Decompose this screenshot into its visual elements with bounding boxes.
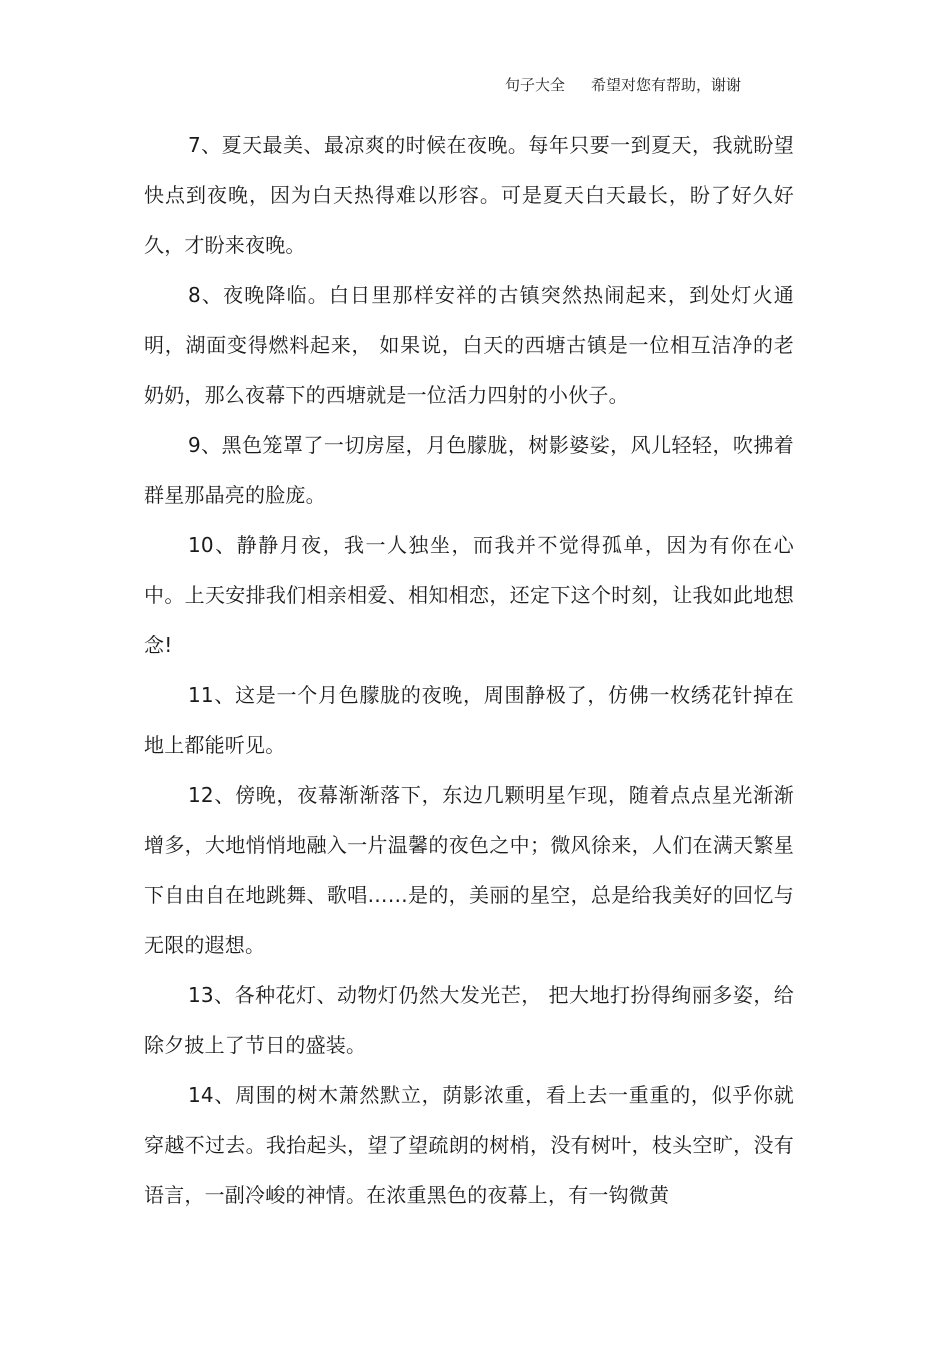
paragraph-14: 14、周围的树木萧然默立，荫影浓重，看上去一重重的，似乎你就穿越不过去。我抬起头，望了望疏朗的树梢，没有树叶，枝头空旷，没有语言，一副冷峻的神情。在浓重黑色的夜幕上，有一钩微黄 [144, 1083, 794, 1207]
paragraph-13: 13、各种花灯、动物灯仍然大发光芒， 把大地打扮得绚丽多姿，给除夕披上了节日的盛装。 [144, 983, 794, 1057]
paragraph-8: 8、夜晚降临。白日里那样安祥的古镇突然热闹起来，到处灯火通明，湖面变得燃料起来， 如果说，白天的西塘古镇是一位相互洁净的老奶奶，那么夜幕下的西塘就是一位活力四射的小伙子。 [144, 283, 794, 407]
page-header [505, 74, 741, 95]
header-note: 希望对您有帮助，谢谢 [591, 76, 742, 94]
paragraph-9: 9、黑色笼罩了一切房屋，月色朦胧，树影婆娑，风儿轻轻，吹拂着群星那晶亮的脸庞。 [144, 433, 794, 507]
paragraph-10: 10、静静月夜，我一人独坐，而我并不觉得孤单，因为有你在心中。上天安排我们相亲相爱、相知相恋，还定下这个时刻，让我如此地想念! [144, 533, 794, 657]
document-body [144, 120, 794, 1220]
paragraph-12: 12、傍晚，夜幕渐渐落下，东边几颗明星乍现，随着点点星光渐渐增多，大地悄悄地融入一片温馨的夜色之中；微风徐来，人们在满天繁星下自由自在地跳舞、歌唱……是的，美丽的星空，总是给我美好的回忆与无限的遐想。 [144, 783, 794, 957]
paragraph-11: 11、这是一个月色朦胧的夜晚，周围静极了，仿佛一枚绣花针掉在地上都能听见。 [144, 683, 794, 757]
header-title: 句子大全 [505, 76, 566, 94]
paragraph-7: 7、夏天最美、最凉爽的时候在夜晚。每年只要一到夏天，我就盼望快点到夜晚，因为白天热得难以形容。可是夏天白天最长，盼了好久好久，才盼来夜晚。 [144, 133, 794, 257]
